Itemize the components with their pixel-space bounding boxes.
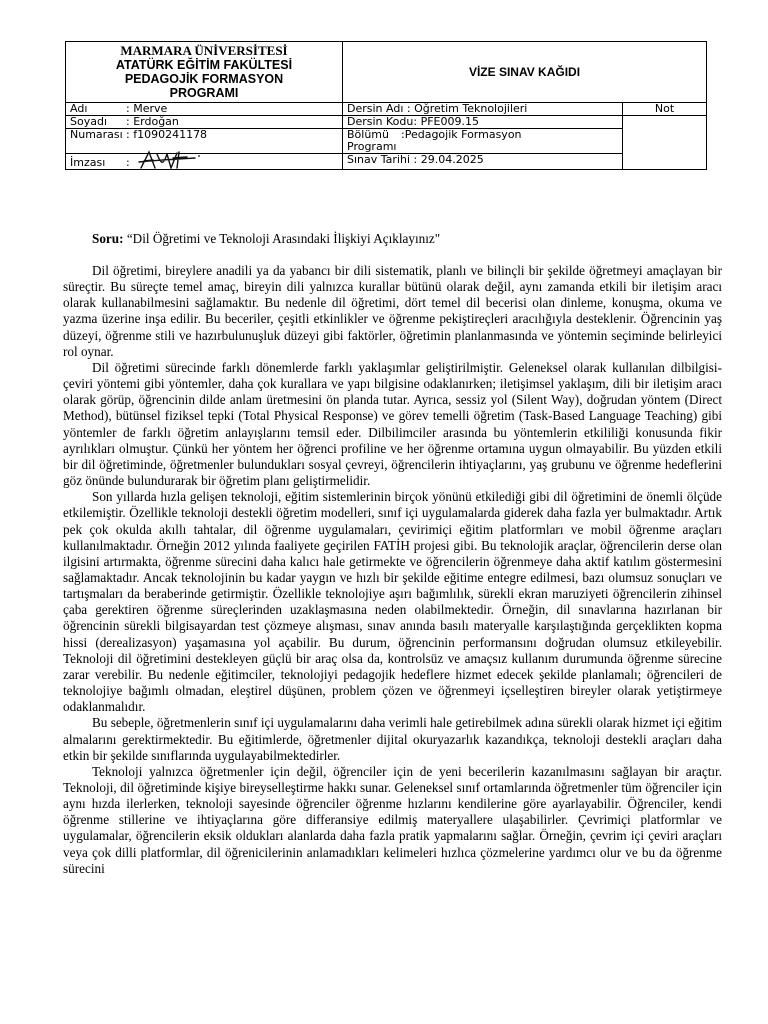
department-value-line2: Programı [347, 140, 397, 153]
program-name-line1: PEDAGOJİK FORMASYON [124, 72, 284, 86]
number-label: Numarası [70, 128, 123, 141]
paragraph: Bu sebeple, öğretmenlerin sınıf içi uygulamalarını daha verimli hale getirebilmek adına sürekli olarak hizmet içi eğitim almalarını gerektirmektedir. Bu eğitimlerde, öğretmenler dijital okuryazarlık kazandıkça, teknoloji destekli araçları daha etkin bir şekilde sınıflarında uygulayabilmektedirler. [63, 715, 722, 763]
paragraph: Teknoloji yalnızca öğretmenler için değil, öğrenciler için de yeni becerilerin kazanılmasını sağlayan bir araçtır. Teknoloji, dil öğretiminde kişiye bireyselleştirme hakkı sunar. Geleneksel sınıf ortamlarında öğretmenler tüm öğrenciler için aynı hızda ilerlerken, teknoloji sayesinde öğrenciler öğrenme hızlarını kendilerine göre ayarlayabilir. Öğrenciler, kendi öğrenme stillerine ve ihtiyaçlarına göre differansiye edilmiş materyallere ulaşabilirler. Çevrimiçi platformlar ve uygulamalar, öğrencilerin eksik oldukları alanlarda daha fazla pratik yapmalarını sağlar. Örneğin, çevrim içi çeviri araçları veya çok dilli platformlar, dil öğrenicilerinin anlamadıkları kelimeleri hızlıca çözmelerine yardımcı olur ve bu da öğrenme sürecini [63, 763, 722, 876]
university-name: MARMARA ÜNİVERSİTESİ [120, 43, 288, 58]
exam-date-cell [343, 154, 623, 170]
course-label: Dersin Adı [347, 102, 404, 115]
question [92, 231, 712, 247]
name-value: : Merve [126, 102, 168, 115]
surname-value: : Erdoğan [126, 115, 179, 128]
grade-label: Not [623, 103, 707, 116]
paragraph: Son yıllarda hızla gelişen teknoloji, eğitim sistemlerinin birçok yönünü etkilediği gibi dil öğretimini de önemli ölçüde etkilemiştir. Özellikle teknoloji destekli öğretim modelleri, sınıf içi uygulamalarda giderek daha fazla yer bulmaktadır. Artık pek çok okulda akıllı tahtalar, dil öğrenme uygulamaları, çevirimiçi eğitim platformları ve mobil öğrenme araçları kullanılmaktadır. Örneğin 2012 yılında faaliyete geçirilen FATİH projesi gibi. Bu teknolojik araçlar, öğrencilerin derse olan ilgisini artırmakta, öğrenme sürecini daha kalıcı hale getirmekte ve öğrencilerin öğrenmeye daha aktif katılım göstermesini sağlamaktadır. Ancak teknolojinin bu kadar yaygın ve hızlı bir şekilde eğitime entegre edilmesi, bazı olumsuz sonuçları ve tartışmaları da beraberinde getirmiştir. Özellikle teknolojiye aşırı bağımlılık, sürekli ekran maruziyeti öğrencilerin zihinsel çaba gerektiren öğrenme süreçlerinden uzaklaşmasına neden olabilmektedir. Örneğin, dil sınavlarına hazırlanan bir öğrencinin sürekli bilgisayardan test çözmeye alışması, sınav anında basılı materyalle karşılaştığında gerçeklikten kopma hissi (derealizasyon) yaşamasına yol açabilir. Bu durum, öğrencinin performansını doğrudan olumsuz etkileyebilir. Teknoloji dil öğretimini destekleyen güçlü bir araç olsa da, kontrolsüz ve amaçsız kullanım durumunda öğrenme sürecine zarar verebilir. Bu nedenle eğitimciler, teknolojiyi pedagojik hedeflere hizmet edecek şekilde planlamalı; öğrencileri de teknolojiye bağımlı olmadan, eleştirel düşünen, problem çözen ve öğrenmeyi içselleştiren bireyler olarak yetiştirmeye odaklanmalıdır. [63, 489, 722, 715]
university-block [66, 42, 343, 103]
name-cell [66, 103, 343, 116]
name-label: Adı [70, 102, 88, 115]
course-value: : Öğretim Teknolojileri [406, 102, 528, 115]
signature-label: İmzası [70, 156, 106, 169]
signature-cell [66, 154, 343, 170]
code-cell [343, 116, 623, 129]
answer-body [63, 263, 722, 877]
signature-scribble-icon [137, 148, 207, 172]
surname-cell [66, 116, 343, 129]
grade-value-cell [623, 116, 707, 170]
paragraph: Dil öğretimi sürecinde farklı dönemlerde farklı yaklaşımlar geliştirilmiştir. Geleneksel olarak kullanılan dilbilgisi-çeviri yöntemi gibi yöntemler, daha çok kurallara ve yapı bilgisine odaklanırken; iletişimsel yaklaşım, dili bir iletişim aracı olarak görüp, öğrencinin dilde anlam üretmesini ön planda tutar. Ayrıca, sessiz yol (Silent Way), doğrudan yöntem (Direct Method), bütünsel fiziksel tepki (Total Physical Response) ve görev temelli öğretim (Task-Based Language Teaching) gibi yöntemler de farklı öğretim anlayışlarını temsil eder. Dilbilimciler arasında bu yöntemlerin etkililiği konusunda fikir ayrılıkları olmuştur. Çünkü her yöntem her öğrenci profiline ve her öğrenme ortamına uygun olmayabilir. Bu yüzden etkili bir dil öğretiminde, öğretmenler bulundukları sosyal çevreyi, öğrencilerin ihtiyaçlarını, yaş grubunu ve öğrenme hedeflerini göz önünde bulundurarak bir öğretim planı geliştirmelidir. [63, 359, 722, 489]
exam-title: VİZE SINAV KAĞIDI [343, 42, 707, 103]
department-cell [343, 129, 623, 154]
surname-label: Soyadı [70, 115, 108, 128]
exam-header-table [65, 41, 707, 170]
department-value: :Pedagojik Formasyon [401, 128, 522, 141]
exam-date-value: 29.04.2025 [420, 153, 484, 166]
department-label: Bölümü [347, 128, 389, 141]
signature-colon: : [126, 156, 130, 169]
paragraph: Dil öğretimi, bireylere anadili ya da yabancı bir dili sistematik, planlı ve bilinçli bir şekilde öğretmeyi amaçlayan bir süreçtir. Bu süreçte temel amaç, bireyin dili yalnızca kurallar bütünü olarak değil, aynı zamanda etkili bir iletişim aracı olarak kullanabilmesini sağlamaktır. Bu nedenle dil öğretimi, dört temel dil becerisi olan dinleme, konuşma, okuma ve yazma üzerine inşa edilir. Bu beceriler, çeşitli etkinlikler ve öğrenme pekiştireçleri aracılığıyla desteklenir. Öğrencinin yaş düzeyi, öğrenme stili ve hazırbulunuşluk düzeyi gibi faktörler, öğretimin planlanmasında ve yöntemin seçiminde belirleyici rol oynar. [63, 263, 722, 359]
course-cell [343, 103, 623, 116]
code-value: PFE009.15 [420, 115, 479, 128]
number-value: : f1090241178 [126, 128, 208, 141]
signature-image [133, 154, 213, 166]
program-name-line2: PROGRAMI [169, 86, 239, 100]
question-label: Soru: [92, 231, 124, 246]
question-text: “Dil Öğretimi ve Teknoloji Arasındaki İlişkiyi Açıklayınız" [126, 231, 441, 246]
faculty-name: ATATÜRK EĞİTİM FAKÜLTESİ [115, 58, 293, 72]
exam-date-label: Sınav Tarihi : [347, 153, 418, 166]
code-label: Dersin Kodu: [347, 115, 418, 128]
